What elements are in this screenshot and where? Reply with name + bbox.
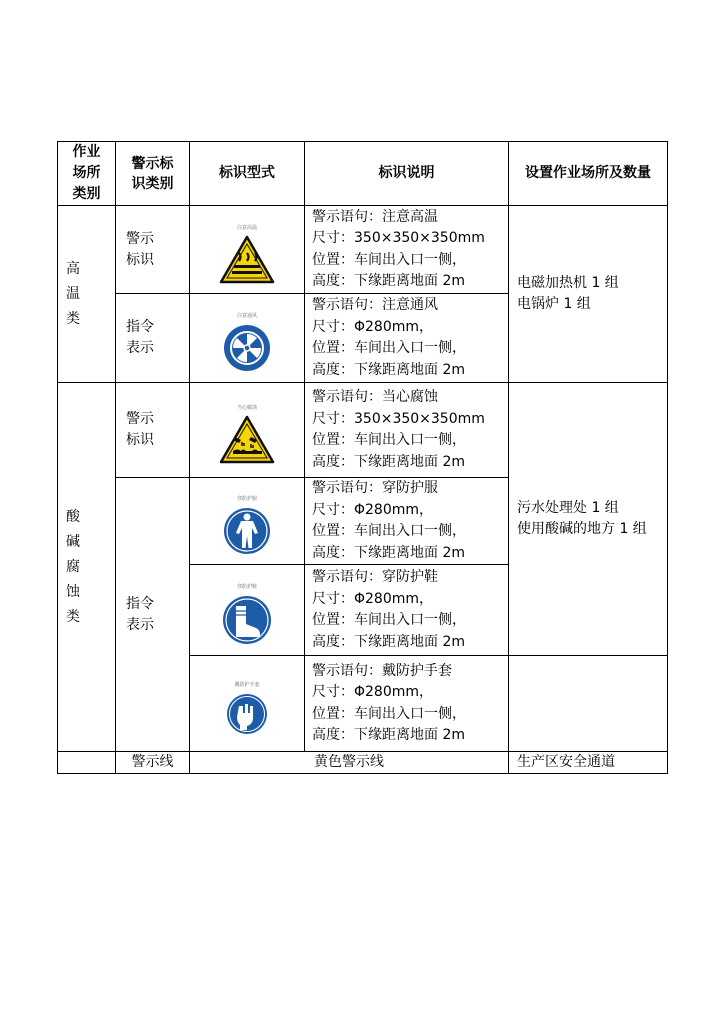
high-temperature-warning-icon <box>219 235 275 285</box>
header-sign-form: 标识型式 <box>190 142 305 206</box>
sign-description-cell: 警示语句：穿防护服 尺寸：Φ280mm， 位置：车间出入口一侧， 高度：下缘距离地面 2m <box>305 478 509 565</box>
table-row <box>58 206 668 294</box>
sign-caption: 注意高温 <box>236 224 257 231</box>
sign-caption: 穿防护服 <box>236 496 257 502</box>
safety-sign-table <box>57 141 668 774</box>
sign-caption: 戴防护手套 <box>234 681 260 688</box>
sign-caption: 当心腐蚀 <box>236 405 257 411</box>
header-location-quantity: 设置作业场所及数量 <box>509 142 668 206</box>
table-row <box>58 383 668 478</box>
table-row-warning-line <box>58 752 668 774</box>
header-category: 作业 场所 类别 <box>58 142 116 206</box>
sign-image-cell <box>190 565 305 656</box>
category-cell: 高温 类 <box>58 206 116 383</box>
protective-gloves-icon <box>225 692 269 736</box>
ventilation-mandatory-icon <box>222 323 272 373</box>
sign-image-cell <box>190 656 305 752</box>
sign-image-cell <box>190 478 305 565</box>
sign-description-cell: 警示语句：穿防护鞋 尺寸：Φ280mm， 位置：车间出入口一侧， 高度：下缘距离地面 2m <box>305 565 509 656</box>
sign-caption: 穿防护鞋 <box>236 584 257 590</box>
sign-caption: 注意通风 <box>236 313 257 319</box>
sign-description-cell: 黄色警示线 <box>190 752 509 774</box>
category-cell-empty <box>58 752 116 774</box>
sign-image-cell <box>190 206 305 294</box>
sign-type-cell: 指令 表示 <box>116 294 190 383</box>
protective-boots-icon <box>221 594 273 646</box>
sign-description-cell: 警示语句：当心腐蚀 尺寸：350×350×350mm 位置：车间出入口一侧， 高度：下缘距离地面 2m <box>305 383 509 478</box>
location-cell: 生产区安全通道 <box>509 752 668 774</box>
sign-type-cell: 警示 标识 <box>116 206 190 294</box>
location-cell: 污水处理处 1 组 使用酸碱的地方 1 组 <box>509 383 668 656</box>
sign-type-cell: 警示线 <box>116 752 190 774</box>
header-row <box>58 142 668 206</box>
header-sign-description: 标识说明 <box>305 142 509 206</box>
protective-clothing-icon <box>222 506 272 556</box>
sign-image-cell <box>190 294 305 383</box>
corrosion-warning-icon <box>219 415 275 465</box>
sign-description-cell: 警示语句：注意通风 尺寸：Φ280mm， 位置：车间出入口一侧， 高度：下缘距离地面 2m <box>305 294 509 383</box>
category-cell: 酸碱 腐蚀 类 <box>58 383 116 752</box>
sign-type-cell: 警示 标识 <box>116 383 190 478</box>
header-sign-type: 警示标 识类别 <box>116 142 190 206</box>
location-cell-empty <box>509 656 668 752</box>
location-cell: 电磁加热机 1 组 电锅炉 1 组 <box>509 206 668 383</box>
sign-type-cell: 指令 表示 <box>116 478 190 752</box>
sign-description-cell: 警示语句：戴防护手套 尺寸：Φ280mm， 位置：车间出入口一侧， 高度：下缘距离地面 2m <box>305 656 509 752</box>
sign-description-cell: 警示语句：注意高温 尺寸：350×350×350mm 位置：车间出入口一侧， 高度：下缘距离地面 2m <box>305 206 509 294</box>
sign-image-cell <box>190 383 305 478</box>
